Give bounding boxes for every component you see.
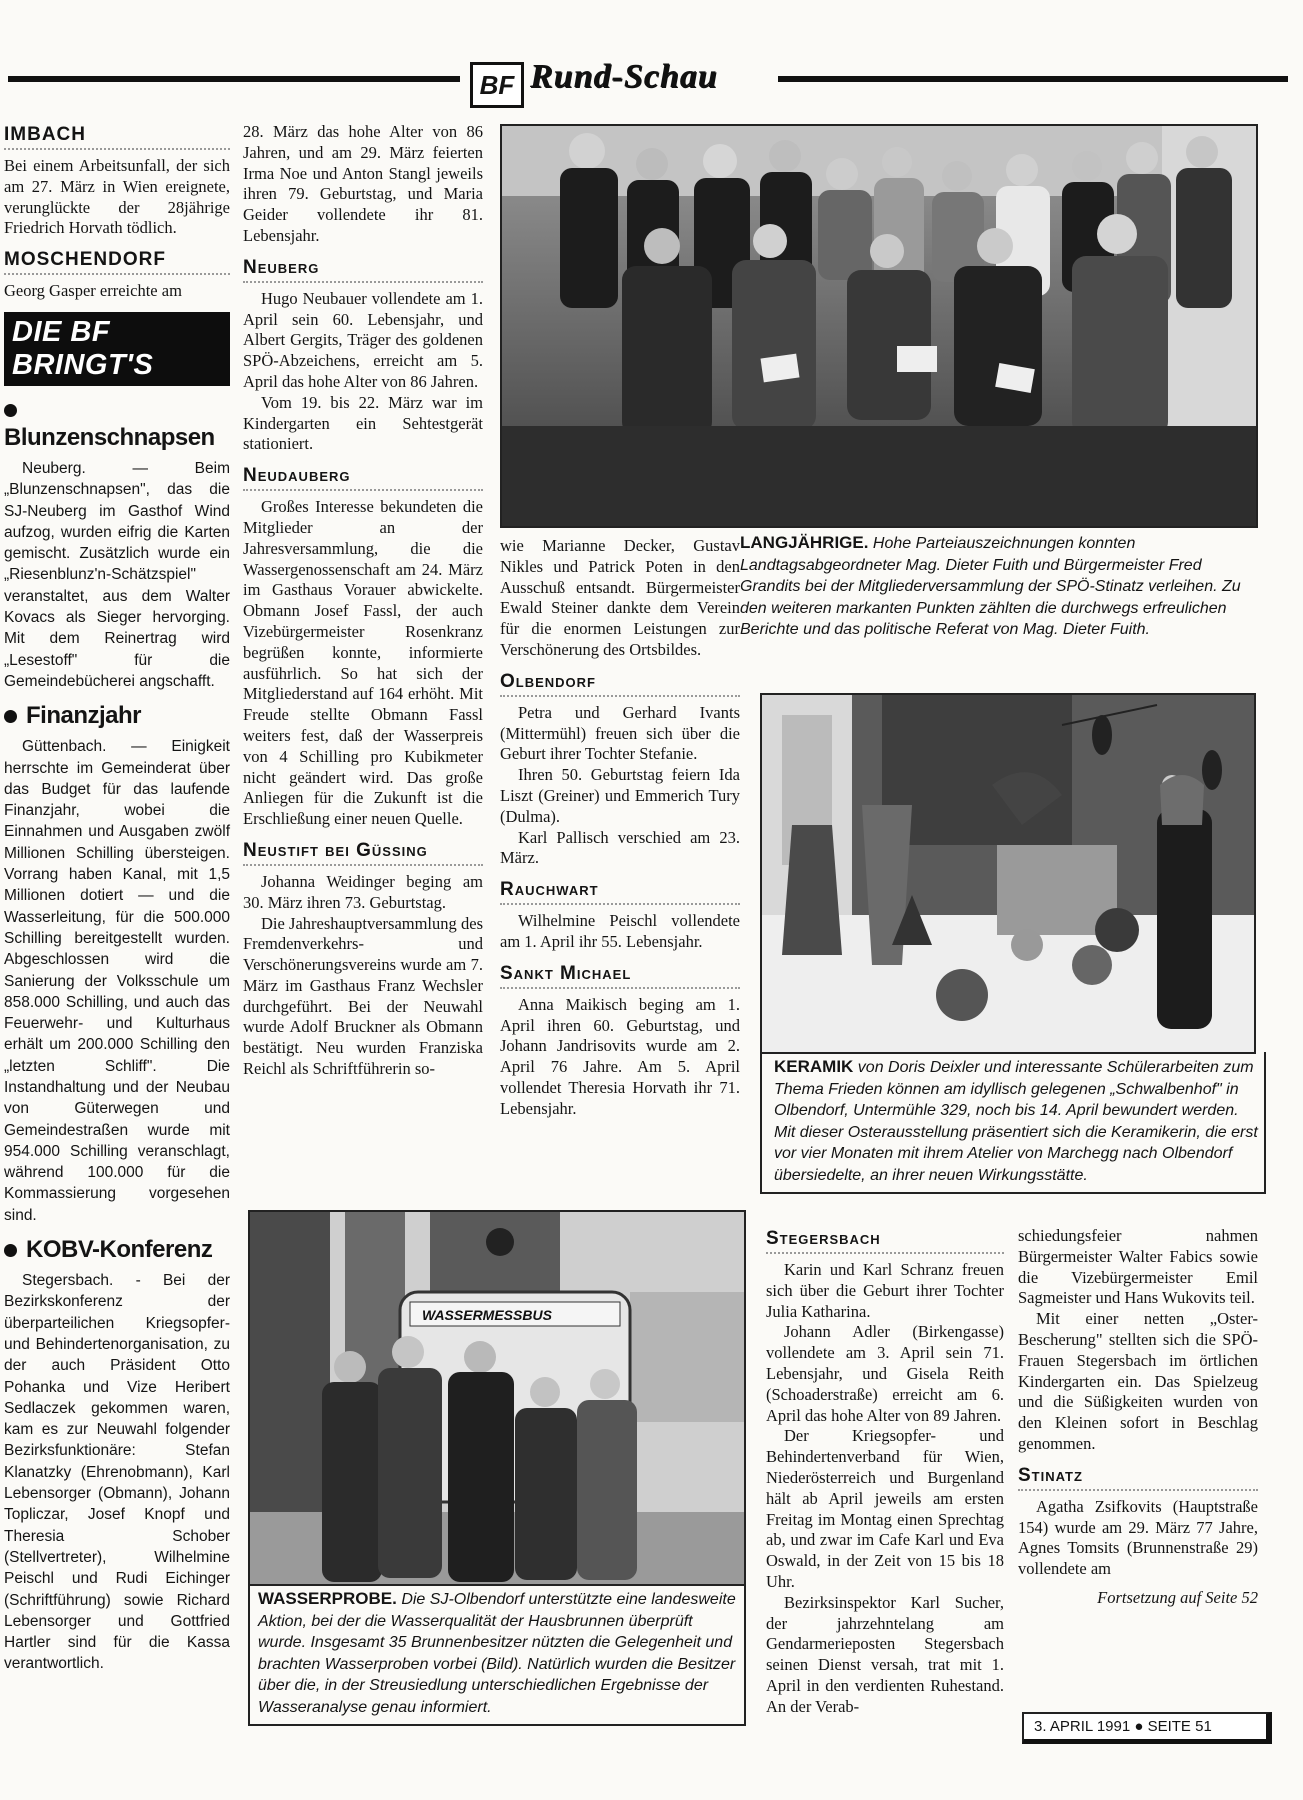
article-finanzjahr: Güttenbach. — Einigkeit herrschte im Gemeinderat über das Budget für das laufende Finanzjahr, wobei die Einnahmen und Ausgaben zwölf Millionen Schilling übersteigen. Vorrang haben Kanal, mit 1,5 Millionen dotiert — und die Wasserleitung, für die 500.000 Schilling bereitgestellt wurden. Abgeschlossen wird die Sanierung der Volksschule um 858.000 Schilling, und auch das Feuerwehr- und Kulturhaus erhält um 200.000 Schilling den „letzten Schliff". Die Instandhaltung und der Neubau von Güterwegen und Gemeindestraßen wurde mit 954.000 Schilling veranschlagt, während 100.000 für die Kommassierung vorgesehen sind.: [4, 738, 230, 1224]
keramik-photo-illustration: [762, 695, 1254, 1052]
article-stegersbach-2: Johann Adler (Birkengasse) vollendete am 3. April sein 71. Lebensjahr, und Gisela Reith (Schoaderstraße) erreicht am 6. April das hohe Alter von 89 Jahren.: [766, 1322, 1004, 1425]
article-moschendorf: Georg Gasper erreichte am: [4, 281, 182, 301]
article-neustift-2: Die Jahreshauptversammlung des Fremdenverkehrs- und Verschönerungsvereins wurde am 7. März im Gasthaus Franz Wechsler durchgeführt. Bei der Neuwahl wurde Adolf Bruckner als Obmann bestätigt. Neu wurden Franziska Reichl als Schriftführerin so-: [243, 913, 483, 1079]
masthead-rule-left: [8, 76, 460, 82]
heading-stinatz: Stinatz: [1018, 1465, 1258, 1491]
bf-logo: BF: [470, 62, 524, 108]
issue-date: 3. APRIL 1991: [1034, 1718, 1131, 1735]
page-footer: [1022, 1712, 1272, 1744]
column-5: [1018, 1226, 1258, 1608]
heading-imbach: IMBACH: [4, 124, 230, 150]
column-2: [243, 122, 483, 1080]
caption-text: Hohe Parteiauszeichnungen konnten Landtagsabgeordneter Mag. Dieter Fuith und Bürgermeister Fred Grandits bei der Mitgliederversammlung der SPÖ-Stinatz verleihen. Zu den weiteren markanten Punkten zählten die durchwegs erfreulichen Berichte und das politische Referat von Mag. Dieter Fuith.: [740, 535, 1241, 638]
photo-wasserprobe: [248, 1210, 746, 1586]
footer-bullet-icon: ●: [1134, 1718, 1144, 1735]
heading-moschendorf: MOSCHENDORF: [4, 249, 230, 275]
article-rauchwart: Wilhelmine Peischl vollendete am 1. April ihr 55. Lebensjahr.: [500, 911, 740, 951]
caption-lead: KERAMIK: [774, 1057, 854, 1076]
caption-text: von Doris Deixler und interessante Schülerarbeiten zum Thema Frieden können am idyllisch gelegenen „Schwalbenhof" in Olbendorf, Untermühle 329, noch bis 14. April bewundert werden. Mit dieser Osterausstellung präsentiert sich die Keramikerin, die erst vor vier Monaten mit ihrem Atelier von Marchegg nach Olbendorf übersiedelte, an ihrer neuen Wirkungsstätte.: [774, 1059, 1258, 1184]
bullet-icon: [4, 1244, 17, 1257]
article-neuberg-1: Hugo Neubauer vollendete am 1. April sein 60. Lebensjahr, und Albert Gergits, Träger des goldenen SPÖ-Abzeichens, erreicht am 5. April das hohe Alter von 86 Jahren.: [243, 288, 483, 391]
article-neustift-1: Johanna Weidinger beging am 30. März ihren 73. Geburtstag.: [243, 871, 483, 912]
article-stegersbach-3: Der Kriegsopfer- und Behindertenverband für Wien, Niederösterreich und Burgenland hält ab April jeweils am ersten Freitag im Montag einen Sprechtag ab, und zwar im Cafe Karl und Eva Oswald, in der Zeit von 15 bis 18 Uhr.: [766, 1426, 1004, 1591]
heading-neudauberg: Neudauberg: [243, 465, 483, 491]
article-stegersbach-continued: schiedungsfeier nahmen Bürgermeister Walter Fabics sowie die Vizebürgermeister Emil Sagmeister und Hans Wukovits teil.: [1018, 1226, 1258, 1308]
article-neuberg-2: Vom 19. bis 22. März war im Kindergarten ein Sehtestgerät stationiert.: [243, 392, 483, 454]
caption-wasserprobe: [248, 1584, 746, 1726]
group-photo-illustration: [502, 126, 1256, 526]
bus-sign: WASSERMESSBUS: [422, 1307, 552, 1323]
heading-neustift: Neustift bei Güssing: [243, 840, 483, 866]
photo-keramik: [760, 693, 1256, 1054]
caption-lead: WASSERPROBE.: [258, 1589, 397, 1608]
article-stegersbach-4: Bezirksinspektor Karl Sucher, der jahrzehntelang am Gendarmerieposten Stegersbach seinen Dienst versah, trat mit 1. April in den verdienten Ruhestand. An der Verab-: [766, 1592, 1004, 1716]
heading-blunzenschnapsen: Blunzenschnapsen: [4, 396, 230, 452]
article-oster-bescherung: Mit einer netten „Oster-Bescherung" stellten sich die SPÖ-Frauen Stegersbach im örtlichen Kindergarten ein. Das Spielzeug und die Süßigkeiten wurden von den Kleinen sofort in Beschlag genommen.: [1018, 1309, 1258, 1453]
column-3: [500, 536, 740, 1120]
heading-rauchwart: Rauchwart: [500, 879, 740, 905]
heading-stegersbach: Stegersbach: [766, 1228, 1004, 1254]
article-blunzenschnapsen: Neuberg. — Beim „Blunzenschnapsen", das die SJ-Neuberg im Gasthof Wind aufzog, wurden eifrig die Karten gemischt. Zusätzlich wurde ein „Riesenblunz'n-Schätzspiel" veranstaltet, aus dem Walter Kovacs als Sieger hervorging. Mit dem Reinertrag wird „Lesestoff" für die Gemeindebücherei angschafft.: [4, 459, 230, 690]
bf-bringts-banner: DIE BF BRINGT'S: [4, 312, 230, 386]
photo-group-langjaehrige: [500, 124, 1258, 528]
bullet-icon: [4, 404, 17, 417]
heading-sankt-michael: Sankt Michael: [500, 963, 740, 989]
article-olbendorf-2: Ihren 50. Geburtstag feiern Ida Liszt (Greiner) und Emmerich Tury (Dulma).: [500, 765, 740, 826]
article-neustift-continued: wie Marianne Decker, Gustav Nikles und Patrick Poten in den Ausschuß entsandt. Bürgermeister Ewald Steiner dankte dem Verein für die enormen Leistungen zur Verschönerung des Ortsbildes.: [500, 536, 740, 659]
heading-olbendorf: Olbendorf: [500, 671, 740, 697]
article-olbendorf-3: Karl Pallisch verschied am 23. März.: [500, 827, 740, 868]
caption-lead: LANGJÄHRIGE.: [740, 533, 869, 552]
continued-note: Fortsetzung auf Seite 52: [1097, 1587, 1258, 1607]
caption-text: Die SJ-Olbendorf unterstützte eine landesweite Aktion, bei der die Wasserqualität der Hausbrunnen überprüft wurde. Insgesamt 35 Brunnenbesitzer nützten die Gelegenheit und brachten Wasserproben vorbei (Bild). Natürlich wurden die Besitzer über die, in der Streusiedlung unterschiedlichen Ergebnisse der Wasseranalyse genau informiert.: [258, 1591, 736, 1716]
caption-langjaehrige: [740, 526, 1254, 647]
article-continued: 28. März das hohe Alter von 86 Jahren, und am 29. März feierten Irma Noe und Anton Stangl jeweils ihren 79. Geburtstag, und Maria Geider vollendete ihr 81. Lebensjahr.: [243, 122, 483, 245]
column-1: [4, 124, 230, 1675]
article-neudauberg: Großes Interesse bekundeten die Mitglieder an der Jahresversammlung, die die Wassergenossenschaft am 24. März im Gasthaus Vorauer abwickelte. Obmann Josef Fassl, der auch Vizebürgermeister Rosenkranz begrüßen konnte, informierte ausführlich. So hat sich der Mitgliederstand auf 164 erhöht. Mit Freude stellte Obmann Fassl weiters fest, daß der Wasserpreis von 4 Schilling pro Kubikmeter nicht geändert wird. Das große Anliegen für die Zukunft ist die Erschließung einer neuen Quelle.: [243, 497, 483, 829]
column-4: [766, 1228, 1004, 1718]
masthead-rule-right: [778, 76, 1288, 82]
page-number: SEITE 51: [1147, 1718, 1212, 1735]
section-title: Rund-Schau: [530, 58, 718, 95]
article-kobv-konferenz: Stegersbach. - Bei der Bezirkskonferenz der überparteilichen Kriegsopfer- und Behindertenorganisation, zu der auch Präsident Otto Pohanka und Vize Heribert Sedlaczek gekommen waren, kam es zur Neuwahl folgender Bezirksfunktionäre: Stefan Klanatzky (Ehrenobmann), Karl Lebensorger (Obmann), Johann Topliczar, Josef Knopf und Theresia Schober (Stellvertreter), Wilhelmine Peischl und Rudi Eichinger (Schriftführung) sowie Richard Lebensorger und Gottfried Hartler sind für die Kassa verantwortlich.: [4, 1272, 230, 1673]
bullet-icon: [4, 710, 17, 723]
wasserprobe-photo-illustration: [250, 1212, 744, 1584]
caption-keramik: [760, 1052, 1266, 1194]
heading-neuberg: Neuberg: [243, 257, 483, 283]
heading-kobv-konferenz: KOBV-Konferenz: [4, 1236, 230, 1264]
article-stegersbach-1: Karin und Karl Schranz freuen sich über die Geburt ihrer Tochter Julia Katharina.: [766, 1260, 1004, 1321]
article-imbach: Bei einem Arbeitsunfall, der sich am 27. März in Wien ereignete, verunglückte der 28jährige Friedrich Horvath tödlich.: [4, 156, 230, 238]
heading-finanzjahr: Finanzjahr: [4, 702, 230, 730]
article-olbendorf-1: Petra und Gerhard Ivants (Mittermühl) freuen sich über die Geburt ihrer Tochter Stefanie.: [500, 702, 740, 764]
article-stinatz: Agatha Zsifkovits (Hauptstraße 154) wurde am 29. März 77 Jahre, Agnes Tomsits (Brunnenstraße 29) vollendete am: [1018, 1496, 1258, 1579]
article-sankt-michael: Anna Maikisch beging am 1. April ihren 60. Geburtstag, und Johann Jandrisovits wurde am 2. April 76 Jahre. Am 5. April vollendet Theresia Horvath ihr 71. Lebensjahr.: [500, 994, 740, 1118]
